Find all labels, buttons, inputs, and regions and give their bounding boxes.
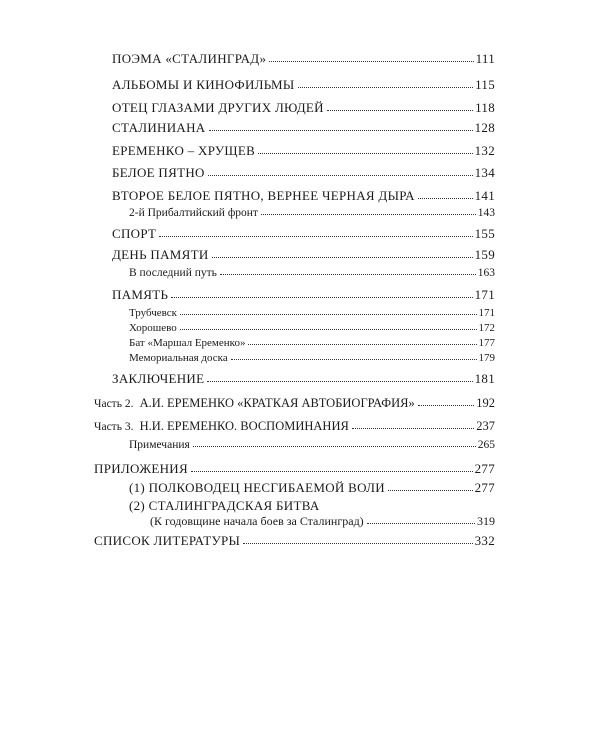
toc-entry-page: 143 xyxy=(477,207,495,219)
toc-entry-page: 163 xyxy=(477,267,495,279)
toc-entry-page: 237 xyxy=(476,419,495,433)
toc-entry-title: СПИСОК ЛИТЕРАТУРЫ xyxy=(94,533,241,548)
toc-entry-title: СПОРТ xyxy=(112,226,157,241)
toc-entry-page: 177 xyxy=(478,337,495,349)
toc-entry xyxy=(112,52,495,65)
toc-part-entry xyxy=(94,420,495,434)
toc-entry-page: 141 xyxy=(474,188,495,203)
toc-leader-dots xyxy=(352,428,474,429)
toc-entry-title: ВТОРОЕ БЕЛОЕ ПЯТНО, ВЕРНЕЕ ЧЕРНАЯ ДЫРА xyxy=(112,188,415,203)
toc-leader-dots xyxy=(220,274,476,275)
toc-entry-page: 118 xyxy=(475,100,495,115)
toc-leader-dots xyxy=(388,490,473,491)
toc-entry xyxy=(112,189,495,202)
toc-entry-title: ДЕНЬ ПАМЯТИ xyxy=(112,247,209,262)
toc-entry-title: ЕРЕМЕНКО – ХРУЩЕВ xyxy=(112,143,256,158)
toc-leader-dots xyxy=(191,471,473,472)
toc-subentry xyxy=(129,440,495,452)
toc-entry-page: 265 xyxy=(477,439,495,451)
toc-leader-dots xyxy=(258,153,473,154)
toc-entry-title: Бат «Маршал Еременко» xyxy=(129,337,246,349)
toc-entry xyxy=(94,462,495,475)
toc-entry-title: СТАЛИНИАНА xyxy=(112,120,206,135)
toc-entry-title: Н.И. ЕРЕМЕНКО. ВОСПОМИНАНИЯ xyxy=(139,419,349,433)
toc-entry xyxy=(112,288,495,301)
toc-part-title xyxy=(94,420,349,434)
toc-leader-dots xyxy=(209,130,473,131)
toc-entry-page: 277 xyxy=(474,480,495,495)
toc-leader-dots xyxy=(418,405,474,406)
toc-entry-title: А.И. ЕРЕМЕНКО «КРАТКАЯ АВТОБИОГРАФИЯ» xyxy=(139,396,415,410)
toc-entry xyxy=(112,227,495,240)
toc-entry-title: ОТЕЦ ГЛАЗАМИ ДРУГИХ ЛЮДЕЙ xyxy=(112,100,324,115)
toc-entry xyxy=(112,101,495,114)
toc-leader-dots xyxy=(180,329,477,330)
toc-leader-dots xyxy=(261,214,476,215)
toc-leader-dots xyxy=(367,523,475,524)
toc-entry-title: В последний путь xyxy=(129,267,217,279)
toc-leader-dots xyxy=(269,61,473,62)
toc-leader-dots xyxy=(180,314,477,315)
toc-leader-dots xyxy=(171,297,472,298)
toc-entry xyxy=(112,372,495,385)
toc-entry-page: 171 xyxy=(474,287,495,302)
toc-subentry xyxy=(150,515,495,527)
toc-subentry-heading: (2) СТАЛИНГРАДСКАЯ БИТВА xyxy=(129,498,320,513)
toc-entry-page: 159 xyxy=(474,247,495,262)
toc-entry-title: 2-й Прибалтийский фронт xyxy=(129,207,258,219)
toc-entry-page: 132 xyxy=(474,143,495,158)
toc-leader-dots xyxy=(418,198,473,199)
toc-entry-page: 332 xyxy=(474,533,495,548)
toc-leader-dots xyxy=(298,87,474,88)
toc-entry-page: 111 xyxy=(475,51,495,66)
toc-leader-dots xyxy=(248,344,476,345)
toc-entry-page: 192 xyxy=(476,396,495,410)
toc-entry-page: 172 xyxy=(478,322,495,334)
toc-part-prefix: Часть 3. xyxy=(94,421,134,433)
toc-entry xyxy=(112,144,495,157)
toc-entry-page: 171 xyxy=(478,307,495,319)
toc-entry-title: АЛЬБОМЫ И КИНОФИЛЬМЫ xyxy=(112,77,295,92)
toc-entry-title: БЕЛОЕ ПЯТНО xyxy=(112,165,205,180)
toc-leader-dots xyxy=(159,236,472,237)
toc-subentry xyxy=(129,338,495,349)
toc-entry-title: Хорошево xyxy=(129,322,177,334)
toc-entry xyxy=(94,534,495,547)
toc-entry xyxy=(112,248,495,261)
toc-entry-title: Трубчевск xyxy=(129,307,177,319)
toc-leader-dots xyxy=(207,381,472,382)
toc-entry-title: (К годовщине начала боев за Сталинград) xyxy=(150,514,364,528)
toc-leader-dots xyxy=(208,175,473,176)
toc-leader-dots xyxy=(327,110,473,111)
toc-entry xyxy=(112,166,495,179)
toc-subentry xyxy=(129,481,495,494)
toc-part-title xyxy=(94,397,415,411)
toc-entry-title: Примечания xyxy=(129,439,190,451)
toc-subentry xyxy=(129,208,495,220)
toc-leader-dots xyxy=(231,359,477,360)
toc-entry-page: 319 xyxy=(477,514,495,528)
toc-leader-dots xyxy=(193,446,476,447)
toc-leader-dots xyxy=(212,257,473,258)
toc-entry-title: ПРИЛОЖЕНИЯ xyxy=(94,461,188,476)
toc-entry-page: 277 xyxy=(474,461,495,476)
toc-subentry xyxy=(129,268,495,280)
toc-entry-title: ПАМЯТЬ xyxy=(112,287,169,302)
toc-subentry xyxy=(129,323,495,334)
toc-entry-page: 115 xyxy=(475,77,495,92)
toc-entry-page: 155 xyxy=(474,226,495,241)
toc-entry-title: (1) ПОЛКОВОДЕЦ НЕСГИБАЕМОЙ ВОЛИ xyxy=(129,480,385,495)
toc-entry-title: ЗАКЛЮЧЕНИЕ xyxy=(112,371,205,386)
toc-entry-page: 181 xyxy=(474,371,495,386)
toc-entry-page: 134 xyxy=(474,165,495,180)
toc-entry-title: ПОЭМА «СТАЛИНГРАД» xyxy=(112,51,267,66)
toc-entry-page: 179 xyxy=(478,352,495,364)
toc-entry xyxy=(112,121,495,134)
toc-entry-title: Мемориальная доска xyxy=(129,352,228,364)
toc-subentry xyxy=(129,353,495,364)
toc-leader-dots xyxy=(243,543,472,544)
toc-entry xyxy=(112,78,495,91)
toc-part-prefix: Часть 2. xyxy=(94,398,134,410)
toc-subentry xyxy=(129,308,495,319)
toc-entry-page: 128 xyxy=(474,120,495,135)
toc-part-entry xyxy=(94,397,495,411)
